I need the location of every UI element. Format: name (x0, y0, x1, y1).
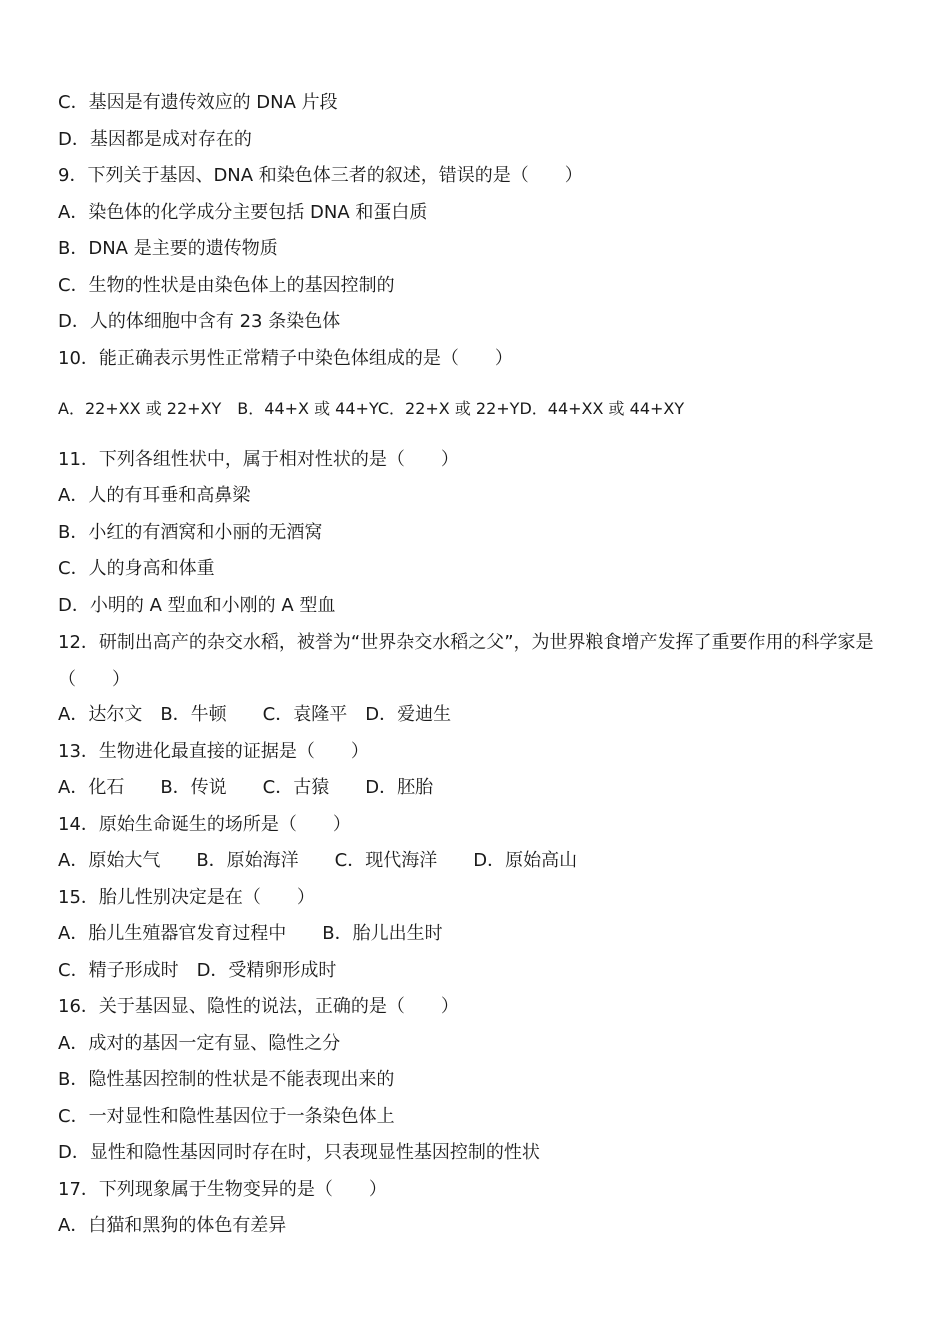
options-10: A．22+XX 或 22+XY B．44+X 或 44+YC．22+X 或 22+YD．44+XX 或 44+XY (58, 399, 685, 418)
options-13: A．化石 B．传说 C．古猿 D．胚胎 (58, 777, 434, 798)
question-11: 11．下列各组性状中，属于相对性状的是（ ） (58, 449, 459, 470)
option-9d: D．人的体细胞中含有 23 条染色体 (58, 311, 341, 332)
question-13: 13．生物进化最直接的证据是（ ） (58, 741, 369, 762)
question-14: 14．原始生命诞生的场所是（ ） (58, 814, 351, 835)
option-8c: C．基因是有遗传效应的 DNA 片段 (58, 92, 338, 113)
option-9b: B．DNA 是主要的遗传物质 (58, 238, 278, 259)
option-11c: C．人的身高和体重 (58, 558, 215, 579)
options-14: A．原始大气 B．原始海洋 C．现代海洋 D．原始高山 (58, 850, 578, 871)
question-15: 15．胎儿性别决定是在（ ） (58, 887, 315, 908)
question-17: 17．下列现象属于生物变异的是（ ） (58, 1179, 387, 1200)
question-9: 9．下列关于基因、DNA 和染色体三者的叙述，错误的是（ ） (58, 165, 583, 186)
option-16c: C．一对显性和隐性基因位于一条染色体上 (58, 1106, 395, 1127)
option-16d: D．显性和隐性基因同时存在时，只表现显性基因控制的性状 (58, 1142, 540, 1163)
option-9a: A．染色体的化学成分主要包括 DNA 和蛋白质 (58, 202, 428, 223)
option-11a: A．人的有耳垂和高鼻梁 (58, 485, 251, 506)
question-16: 16．关于基因显、隐性的说法，正确的是（ ） (58, 996, 459, 1017)
option-11d: D．小明的 A 型血和小刚的 A 型血 (58, 595, 336, 616)
question-12: 12．研制出高产的杂交水稻，被誉为“世界杂交水稻之父”，为世界粮食增产发挥了重要作用的科学家是（ ） (58, 632, 874, 690)
option-17a: A．白猫和黑狗的体色有差异 (58, 1215, 287, 1236)
options-12: A．达尔文 B．牛顿 C．袁隆平 D．爱迪生 (58, 704, 452, 725)
question-10: 10．能正确表示男性正常精子中染色体组成的是（ ） (58, 348, 513, 369)
option-16a: A．成对的基因一定有显、隐性之分 (58, 1033, 341, 1054)
option-8d: D．基因都是成对存在的 (58, 129, 252, 150)
options-15-ab: A．胎儿生殖器官发育过程中 B．胎儿出生时 (58, 923, 443, 944)
option-16b: B．隐性基因控制的性状是不能表现出来的 (58, 1069, 395, 1090)
option-11b: B．小红的有酒窝和小丽的无酒窝 (58, 522, 323, 543)
options-15-cd: C．精子形成时 D．受精卵形成时 (58, 960, 337, 981)
option-9c: C．生物的性状是由染色体上的基因控制的 (58, 275, 395, 296)
